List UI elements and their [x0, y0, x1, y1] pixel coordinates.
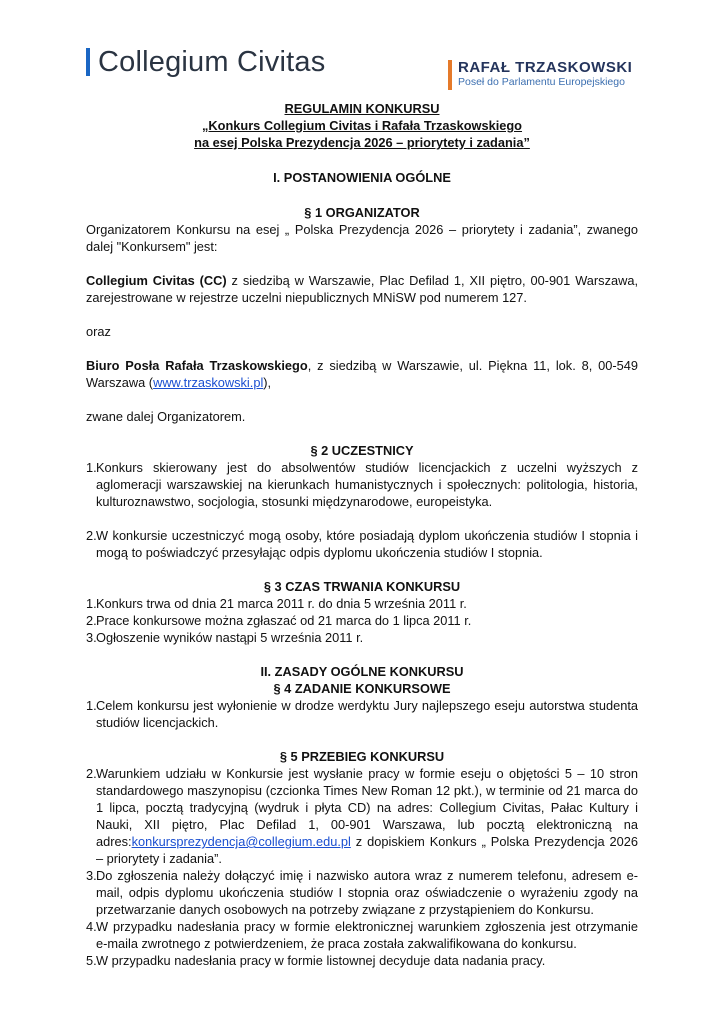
list-item — [86, 697, 638, 731]
trzaskowski-logo — [448, 60, 632, 90]
task-list — [86, 697, 638, 731]
collegium-civitas-logo-text: Collegium Civitas — [98, 46, 326, 78]
title-line-3: na esej Polska Prezydencja 2026 – priorytety i zadania” — [194, 135, 530, 150]
logo-accent-bar — [86, 48, 90, 76]
organizer-intro: Organizatorem Konkursu na esej „ Polska Prezydencja 2026 – priorytety i zadania”, zwanego dalej "Konkursem" jest: — [86, 222, 638, 254]
organizer-2-end: ), — [263, 375, 272, 390]
list-item-text: Celem konkursu jest wyłonienie w drodze werdyktu Jury najlepszego eseju autorstwa studenta studiów licencjackich. — [96, 698, 638, 730]
list-item-number: 1. — [86, 698, 97, 713]
section-2-heading: II. ZASADY OGÓLNE KONKURSU — [260, 664, 464, 679]
list-item-number: 3. — [86, 868, 97, 883]
list-item — [86, 612, 638, 629]
list-item-text: Konkurs skierowany jest do absolwentów studiów licencjackich z uczelni wyższych z aglomeracji warszawskiej na kierunkach humanistycznych i społecznych: politologia, historia, kulturoznawstwo, socjologia, stosunki międzynarodowe, europeistyka. — [96, 460, 638, 509]
paragraph-1-heading: § 1 ORGANIZATOR — [304, 205, 420, 220]
list-item-text: W przypadku nadesłania pracy w formie elektronicznej warunkiem zgłoszenia jest otrzymanie e-maila zwrotnego z potwierdzeniem, że praca została zakwalifikowana do konkursu. — [96, 919, 638, 951]
list-item — [86, 459, 638, 510]
organizer-1-name: Collegium Civitas (CC) — [86, 273, 227, 288]
participants-list — [86, 459, 638, 561]
list-item-text: Do zgłoszenia należy dołączyć imię i nazwisko autora wraz z numerem telefonu, adresem e-mail, odpis dyplomu ukończenia studiów I stopnia oraz oświadczenie o wyrażeniu zgody na przetwarzanie danych osobowych na potrzeby związane z przystąpieniem do Konkursu. — [96, 868, 638, 917]
organizer-1-details: z siedzibą w Warszawie, Plac Defilad 1, XII piętro, 00-901 Warszawa, zarejestrowane w rejestrze uczelni niepublicznych MNiSW pod numerem 127. — [86, 273, 639, 305]
paragraph-5-heading: § 5 PRZEBIEG KONKURSU — [279, 749, 445, 764]
list-item-text: W konkursie uczestniczyć mogą osoby, które posiadają dyplom ukończenia studiów I stopnia i mogą to poświadczyć przesyłając odpis dyplomu ukończenia studiów I stopnia. — [96, 528, 638, 560]
organizer-2-details: , z siedzibą w Warszawie, ul. Piękna 11, lok. 8, 00-549 Warszawa ( — [86, 358, 638, 390]
list-item-number: 1. — [86, 596, 97, 611]
list-item-number: 2. — [86, 528, 97, 543]
document-body — [86, 100, 638, 969]
trzaskowski-logo-subtitle: Poseł do Parlamentu Europejskiego — [458, 76, 625, 88]
section-1-heading: I. POSTANOWIENIA OGÓLNE — [273, 170, 451, 185]
list-item-text: Konkurs trwa od dnia 21 marca 2011 r. do dnia 5 września 2011 r. — [96, 596, 467, 611]
list-item — [86, 527, 638, 561]
organizer-2 — [86, 357, 638, 391]
list-item — [86, 952, 638, 969]
trzaskowski-website-link[interactable]: www.trzaskowski.pl — [153, 375, 264, 390]
duration-list — [86, 595, 638, 646]
list-item-number: 3. — [86, 630, 97, 645]
list-item-number: 2. — [86, 613, 97, 628]
document-title — [86, 100, 638, 151]
title-line-1: REGULAMIN KONKURSU — [284, 101, 440, 116]
list-item-number: 5. — [86, 953, 97, 968]
list-item-text: Ogłoszenie wyników nastąpi 5 września 2011 r. — [96, 630, 364, 645]
oraz-text: oraz — [86, 324, 111, 339]
contest-email-link[interactable]: konkursprezydencja@collegium.edu.pl — [131, 834, 351, 849]
list-item-text-end: z dopiskiem Konkurs „ Polska Prezydencja 2026 – priorytety i zadania”. — [96, 834, 638, 866]
list-item — [86, 629, 638, 646]
organizer-closing: zwane dalej Organizatorem. — [86, 409, 246, 424]
paragraph-4-heading: § 4 ZADANIE KONKURSOWE — [273, 681, 451, 696]
title-line-2: „Konkurs Collegium Civitas i Rafała Trzaskowskiego — [201, 118, 523, 133]
procedure-list — [86, 765, 638, 969]
list-item-number: 2. — [86, 766, 97, 781]
list-item — [86, 765, 638, 867]
list-item-text: Prace konkursowe można zgłaszać od 21 marca do 1 lipca 2011 r. — [96, 613, 472, 628]
paragraph-3-heading: § 3 CZAS TRWANIA KONKURSU — [263, 579, 461, 594]
list-item — [86, 918, 638, 952]
trzaskowski-logo-title: RAFAŁ TRZASKOWSKI — [458, 59, 633, 76]
organizer-1 — [86, 272, 638, 306]
list-item — [86, 867, 638, 918]
list-item-number: 4. — [86, 919, 97, 934]
paragraph-2-heading: § 2 UCZESTNICY — [310, 443, 414, 458]
list-item — [86, 595, 638, 612]
list-item-text: W przypadku nadesłania pracy w formie listownej decyduje data nadania pracy. — [96, 953, 546, 968]
organizer-2-name: Biuro Posła Rafała Trzaskowskiego — [86, 358, 308, 373]
collegium-civitas-logo — [86, 46, 325, 78]
logo-accent-bar-orange — [448, 60, 452, 90]
list-item-number: 1. — [86, 460, 97, 475]
list-item-text: Warunkiem udziału w Konkursie jest wysłanie pracy w formie eseju o objętości 5 – 10 stron standardowego maszynopisu (czcionka Times New Roman 12 pkt.), w terminie od 21 marca do 1 lipca, pocztą tradycyjną (wydruk i płyta CD) na adres: Collegium Civitas, Pałac Kultury i Nauki, XII piętro, Plac Defilad 1, 00-901 Warszawa, lub pocztą elektroniczną na adres: — [96, 766, 638, 849]
